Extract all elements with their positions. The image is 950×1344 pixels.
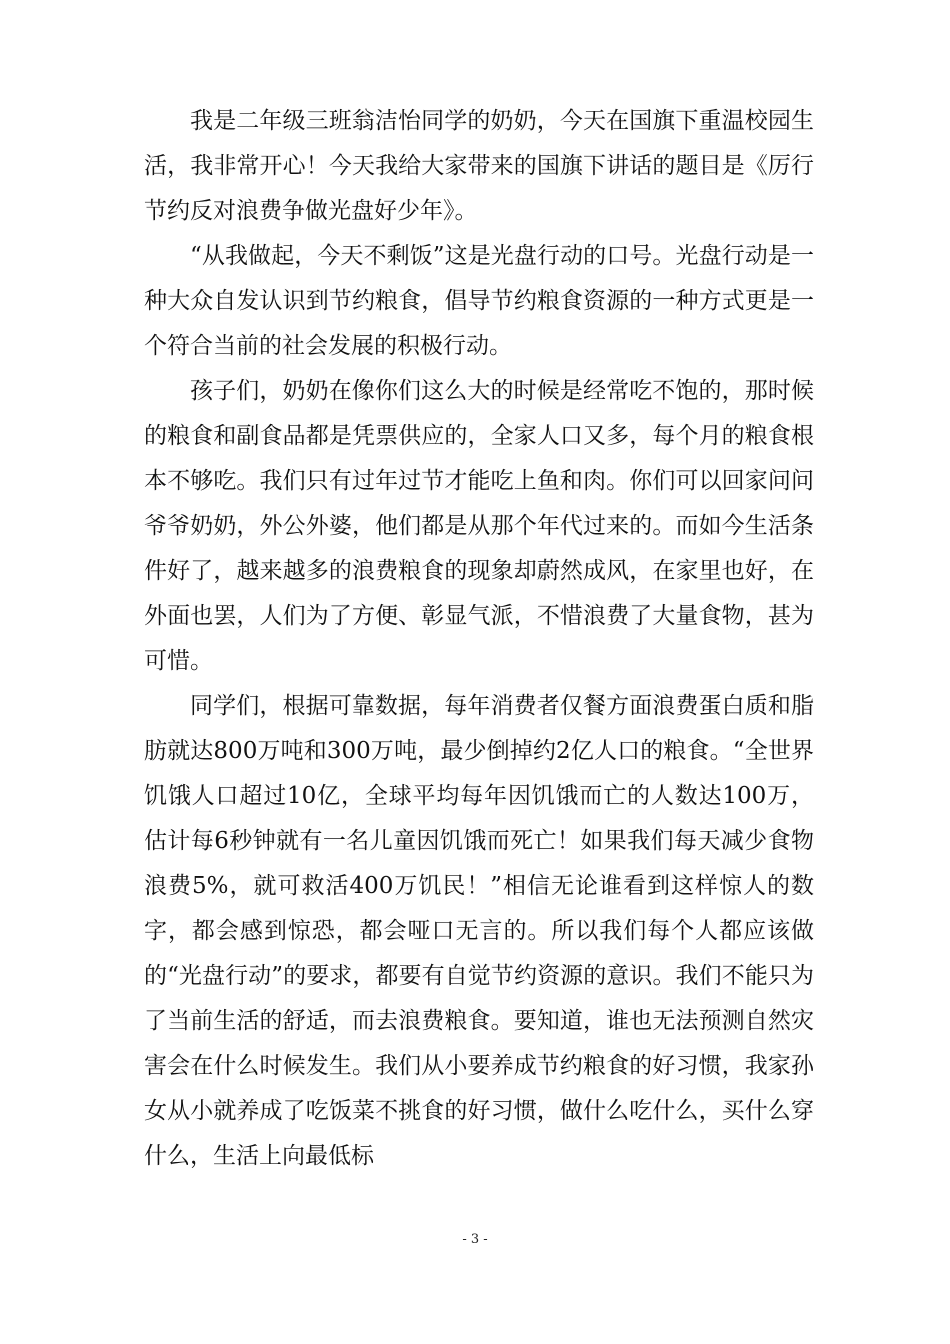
- paragraph-3: 孩子们，奶奶在像你们这么大的时候是经常吃不饱的，那时候的粮食和副食品都是凭票供应的，全家人口又多，每个月的粮食根本不够吃。我们只有过年过节才能吃上鱼和肉。你们可以回家问问爷爷奶奶，外公外婆，他们都是从那个年代过来的。而如今生活条件好了，越来越多的浪费粮食的现象却蔚然成风，在家里也好，在外面也罢，人们为了方便、彰显气派，不惜浪费了大量食物，甚为可惜。: [144, 378, 814, 674]
- page-number: - 3 -: [462, 1232, 488, 1247]
- paragraph-4: 同学们，根据可靠数据，每年消费者仅餐方面浪费蛋白质和脂肪就达800万吨和300万吨，最少倒掉约2亿人口的粮食。“全世界饥饿人口超过10亿，全球平均每年因饥饿而亡的人数达100万，估计每6秒钟就有一名儿童因饥饿而死亡！如果我们每天减少食物浪费5%，就可救活400万饥民！”相信无论谁看到这样惊人的数字，都会感到惊恐，都会哑口无言的。所以我们每个人都应该做的“光盘行动”的要求，都要有自觉节约资源的意识。我们不能只为了当前生活的舒适，而去浪费粮食。要知道，谁也无法预测自然灾害会在什么时候发生。我们从小要养成节约粮食的好习惯，我家孙女从小就养成了吃饭菜不挑食的好习惯，做什么吃什么，买什么穿什么，生活上向最低标: [144, 693, 814, 1169]
- paragraph-1: 我是二年级三班翁洁怡同学的奶奶，今天在国旗下重温校园生活，我非常开心！今天我给大家带来的国旗下讲话的题目是《厉行节约反对浪费争做光盘好少年》。: [144, 108, 814, 224]
- paragraph-2: “从我做起，今天不剩饭”这是光盘行动的口号。光盘行动是一种大众自发认识到节约粮食，倡导节约粮食资源的一种方式更是一个符合当前的社会发展的积极行动。: [144, 243, 814, 359]
- document-body: [144, 99, 814, 1179]
